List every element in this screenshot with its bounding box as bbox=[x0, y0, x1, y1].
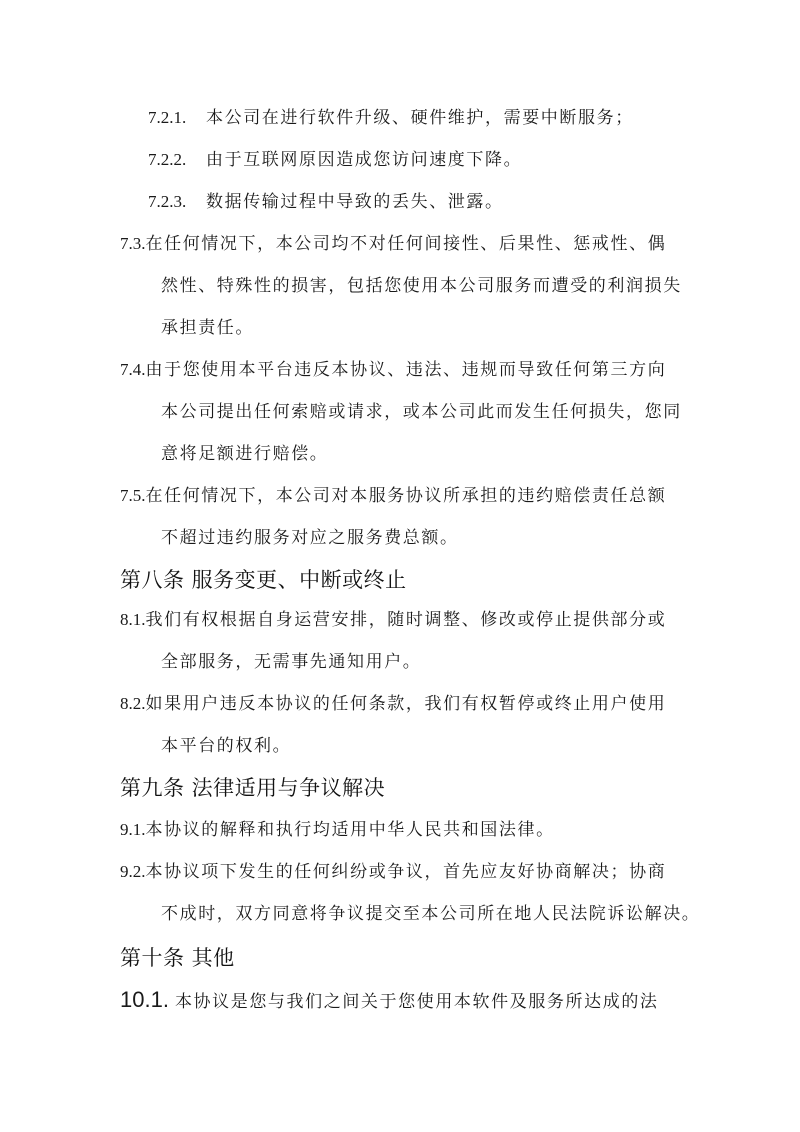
clause-number: 7.2.2. bbox=[148, 150, 187, 169]
clause-8-2 bbox=[120, 692, 666, 716]
clause-text-line: 不超过违约服务对应之服务费总额。 bbox=[161, 528, 459, 548]
clause-7-2-3 bbox=[148, 190, 504, 214]
clause-8-1-line-2 bbox=[161, 650, 421, 674]
clause-number: 9.2. bbox=[120, 862, 146, 881]
clause-text-line: 本平台的权利。 bbox=[161, 736, 292, 756]
clause-text: 数据传输过程中导致的丢失、泄露。 bbox=[206, 192, 504, 212]
clause-number: 7.5. bbox=[120, 486, 146, 505]
clause-number: 8.2. bbox=[120, 694, 146, 713]
clause-7-3-line-3 bbox=[161, 316, 254, 340]
clause-text-line: 承担责任。 bbox=[161, 318, 254, 338]
clause-7-5 bbox=[120, 484, 666, 508]
clause-text-line: 由于您使用本平台违反本协议、违法、违规而导致任何第三方向 bbox=[145, 360, 667, 380]
clause-7-3 bbox=[120, 232, 666, 256]
clause-text-line: 本协议的解释和执行均适用中华人民共和国法律。 bbox=[145, 820, 555, 840]
clause-text-line: 如果用户违反本协议的任何条款，我们有权暂停或终止用户使用 bbox=[145, 694, 667, 714]
article-10-heading: 第十条 其他 bbox=[120, 946, 235, 970]
clause-text-line: 本协议是您与我们之间关于您使用本软件及服务所达成的法 bbox=[174, 992, 659, 1012]
clause-text-line: 不成时，双方同意将争议提交至本公司所在地人民法院诉讼解决。 bbox=[161, 904, 701, 924]
clause-number: 8.1. bbox=[120, 610, 146, 629]
clause-text-line: 全部服务，无需事先通知用户。 bbox=[161, 652, 422, 672]
clause-text-line: 然性、特殊性的损害，包括您使用本公司服务而遭受的利润损失 bbox=[161, 276, 682, 296]
clause-7-3-line-2 bbox=[161, 274, 682, 298]
clause-8-1 bbox=[120, 608, 666, 632]
clause-number: 7.2.1. bbox=[148, 108, 187, 127]
clause-text: 由于互联网原因造成您访问速度下降。 bbox=[206, 150, 523, 170]
clause-number: 7.3. bbox=[120, 234, 146, 253]
clause-text-line: 意将足额进行赔偿。 bbox=[161, 444, 329, 464]
clause-10-1 bbox=[120, 988, 659, 1014]
clause-8-2-line-2 bbox=[161, 734, 291, 758]
clause-9-2 bbox=[120, 860, 666, 884]
clause-7-2-2 bbox=[148, 148, 522, 172]
clause-text-line: 我们有权根据自身运营安排，随时调整、修改或停止提供部分或 bbox=[145, 610, 667, 630]
clause-text-line: 本公司提出任何索赔或请求，或本公司此而发生任何损失，您同 bbox=[161, 402, 682, 422]
clause-text-line: 在任何情况下，本公司均不对任何间接性、后果性、惩戒性、偶 bbox=[145, 234, 667, 254]
clause-9-1 bbox=[120, 818, 555, 842]
clause-7-4 bbox=[120, 358, 666, 382]
clause-text: 本公司在进行软件升级、硬件维护，需要中断服务； bbox=[206, 108, 634, 128]
clause-number: 7.4. bbox=[120, 360, 146, 379]
clause-9-2-line-2 bbox=[161, 902, 700, 926]
clause-text-line: 本协议项下发生的任何纠纷或争议，首先应友好协商解决；协商 bbox=[145, 862, 667, 882]
article-8-heading: 第八条 服务变更、中断或终止 bbox=[120, 568, 407, 592]
clause-7-4-line-3 bbox=[161, 442, 328, 466]
article-9-heading: 第九条 法律适用与争议解决 bbox=[120, 776, 386, 800]
clause-7-5-line-2 bbox=[161, 526, 459, 550]
clause-number: 10.1. bbox=[120, 987, 169, 1012]
clause-number: 7.2.3. bbox=[148, 192, 187, 211]
clause-7-2-1 bbox=[148, 106, 634, 130]
clause-text-line: 在任何情况下，本公司对本服务协议所承担的违约赔偿责任总额 bbox=[145, 486, 667, 506]
clause-7-4-line-2 bbox=[161, 400, 682, 424]
clause-number: 9.1. bbox=[120, 820, 146, 839]
